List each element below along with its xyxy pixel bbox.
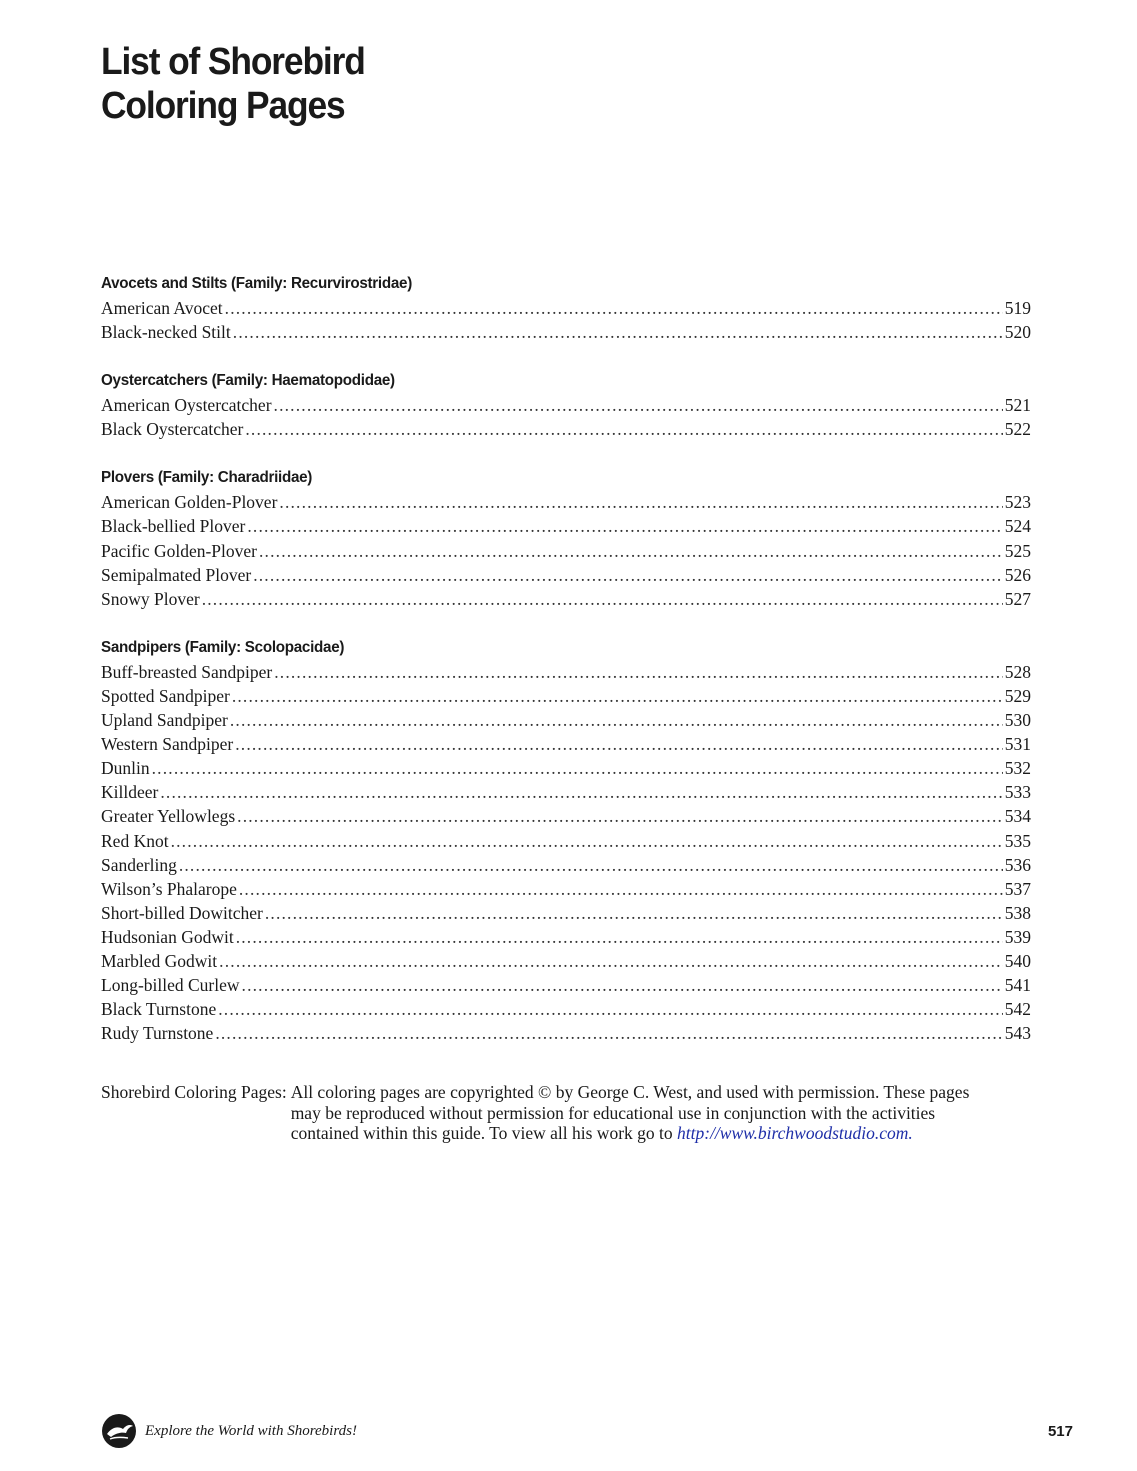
entry-page-number: 524 — [1004, 516, 1031, 537]
toc-section — [101, 368, 1031, 441]
toc-entry — [101, 901, 1031, 925]
toc-section — [101, 271, 1031, 344]
entry-page-number: 519 — [1004, 298, 1031, 318]
entry-name: American Golden-Plover — [101, 492, 278, 513]
entry-page-number: 543 — [1004, 1023, 1031, 1044]
section-heading: Avocets and Stilts (Family: Recurvirostridae) — [101, 275, 412, 292]
dot-leader — [274, 393, 1003, 417]
toc-entry — [101, 660, 1031, 684]
toc-entry — [101, 539, 1031, 563]
entry-page-number: 529 — [1004, 685, 1031, 706]
entry-name: American Oystercatcher — [101, 395, 272, 416]
toc-entry — [101, 853, 1031, 877]
shorebird-logo-icon — [101, 1413, 137, 1449]
entry-page-number: 521 — [1004, 395, 1031, 416]
entry-page-number: 539 — [1004, 926, 1031, 947]
dot-leader — [237, 804, 1003, 828]
section-heading: Oystercatchers (Family: Haematopodidae) — [101, 372, 395, 390]
toc-entry — [101, 925, 1031, 949]
entry-name: Spotted Sandpiper — [101, 685, 230, 706]
entry-name: Marbled Godwit — [101, 950, 218, 971]
dot-leader — [247, 514, 1002, 538]
toc-entry — [101, 514, 1031, 538]
toc-entry — [101, 949, 1031, 973]
entry-name: Semipalmated Plover — [101, 564, 252, 585]
dot-leader — [253, 563, 1003, 587]
dot-leader — [152, 756, 1003, 780]
entry-page-number: 525 — [1004, 540, 1031, 561]
entry-page-number: 537 — [1004, 878, 1031, 899]
entry-name: Western Sandpiper — [101, 734, 234, 755]
entry-page-number: 530 — [1004, 710, 1031, 731]
dot-leader — [239, 877, 1003, 901]
dot-leader — [179, 853, 1003, 877]
dot-leader — [230, 708, 1003, 732]
page-number: 517 — [1047, 1422, 1073, 1440]
copyright-note-body — [291, 1082, 1001, 1144]
toc-section — [101, 635, 1031, 1046]
toc-entry — [101, 684, 1031, 708]
dot-leader — [232, 684, 1003, 708]
dot-leader — [171, 829, 1003, 853]
copyright-note — [101, 1082, 1001, 1144]
entry-name: Snowy Plover — [101, 588, 200, 609]
toc-entry — [101, 320, 1031, 344]
page-title-line-1: List of Shorebird — [101, 41, 365, 83]
entry-name: Black Oystercatcher — [101, 419, 244, 440]
toc-entry — [101, 490, 1031, 514]
dot-leader — [245, 417, 1002, 441]
entry-page-number: 541 — [1004, 975, 1031, 996]
dot-leader — [218, 997, 1003, 1021]
footer-tagline: Explore the World with Shorebirds! — [145, 1422, 357, 1439]
entry-name: American Avocet — [101, 298, 223, 318]
dot-leader — [235, 732, 1003, 756]
toc-entry — [101, 829, 1031, 853]
entry-page-number: 520 — [1004, 322, 1031, 343]
entry-name: Short-billed Dowitcher — [101, 902, 263, 923]
entry-name: Hudsonian Godwit — [101, 926, 234, 947]
entry-page-number: 532 — [1004, 758, 1031, 779]
toc-section — [101, 465, 1031, 610]
toc-entry — [101, 417, 1031, 441]
birchwood-studio-link[interactable]: http://www.birchwoodstudio.com. — [677, 1123, 913, 1143]
entry-page-number: 526 — [1004, 564, 1031, 585]
section-heading: Sandpipers (Family: Scolopacidae) — [101, 638, 345, 656]
toc-entry — [101, 780, 1031, 804]
entry-page-number: 540 — [1004, 950, 1031, 971]
toc-entry — [101, 296, 1031, 320]
entry-name: Dunlin — [101, 758, 150, 779]
entry-page-number: 542 — [1004, 999, 1031, 1020]
entry-page-number: 535 — [1004, 830, 1031, 851]
toc-entry — [101, 732, 1031, 756]
dot-leader — [265, 901, 1003, 925]
toc-entry — [101, 804, 1031, 828]
dot-leader — [233, 320, 1003, 344]
entry-name: Sanderling — [101, 854, 177, 875]
dot-leader — [225, 296, 1003, 320]
toc-entry — [101, 997, 1031, 1021]
entry-name: Long-billed Curlew — [101, 975, 240, 996]
entry-name: Black Turnstone — [101, 999, 217, 1020]
page-title-line-2: Coloring Pages — [101, 85, 345, 127]
toc-entry — [101, 1021, 1031, 1045]
dot-leader — [259, 539, 1003, 563]
toc-entry — [101, 756, 1031, 780]
entry-page-number: 536 — [1004, 854, 1031, 875]
entry-name: Black-necked Stilt — [101, 322, 231, 343]
page-title — [101, 40, 365, 128]
toc-entry — [101, 973, 1031, 997]
page-footer — [101, 1413, 1073, 1449]
dot-leader — [274, 660, 1003, 684]
entry-page-number: 523 — [1004, 492, 1031, 513]
toc-entry — [101, 563, 1031, 587]
entry-page-number: 527 — [1004, 588, 1031, 609]
entry-page-number: 522 — [1004, 419, 1031, 440]
section-heading: Plovers (Family: Charadriidae) — [101, 469, 313, 487]
dot-leader — [279, 490, 1002, 514]
entry-page-number: 528 — [1004, 661, 1031, 682]
dot-leader — [160, 780, 1002, 804]
toc-entry — [101, 587, 1031, 611]
toc-entry — [101, 877, 1031, 901]
entry-name: Black-bellied Plover — [101, 516, 246, 537]
entry-name: Killdeer — [101, 782, 159, 803]
toc-entry — [101, 393, 1031, 417]
toc-entry — [101, 708, 1031, 732]
entry-name: Rudy Turnstone — [101, 1023, 214, 1044]
dot-leader — [219, 949, 1003, 973]
entry-name: Red Knot — [101, 830, 169, 851]
entry-name: Pacific Golden-Plover — [101, 540, 257, 561]
entry-page-number: 538 — [1004, 902, 1031, 923]
dot-leader — [215, 1021, 1002, 1045]
dot-leader — [242, 973, 1003, 997]
entry-name: Buff-breasted Sandpiper — [101, 661, 273, 682]
entry-name: Upland Sandpiper — [101, 710, 228, 731]
entry-name: Wilson’s Phalarope — [101, 878, 237, 899]
copyright-note-label: Shorebird Coloring Pages: — [101, 1082, 287, 1102]
copyright-note-text: All coloring pages are copyrighted © by George C. West, and used with permission. These pages may be reproduced without permission for educational use in conjunction with the activities contained within this guide. To view all his work go to — [290, 1082, 970, 1143]
entry-page-number: 531 — [1004, 734, 1031, 755]
dot-leader — [236, 925, 1003, 949]
entry-name: Greater Yellowlegs — [101, 806, 236, 827]
entry-page-number: 533 — [1004, 782, 1031, 803]
entry-page-number: 534 — [1004, 806, 1031, 827]
dot-leader — [202, 587, 1003, 611]
table-of-contents — [101, 271, 1031, 1069]
